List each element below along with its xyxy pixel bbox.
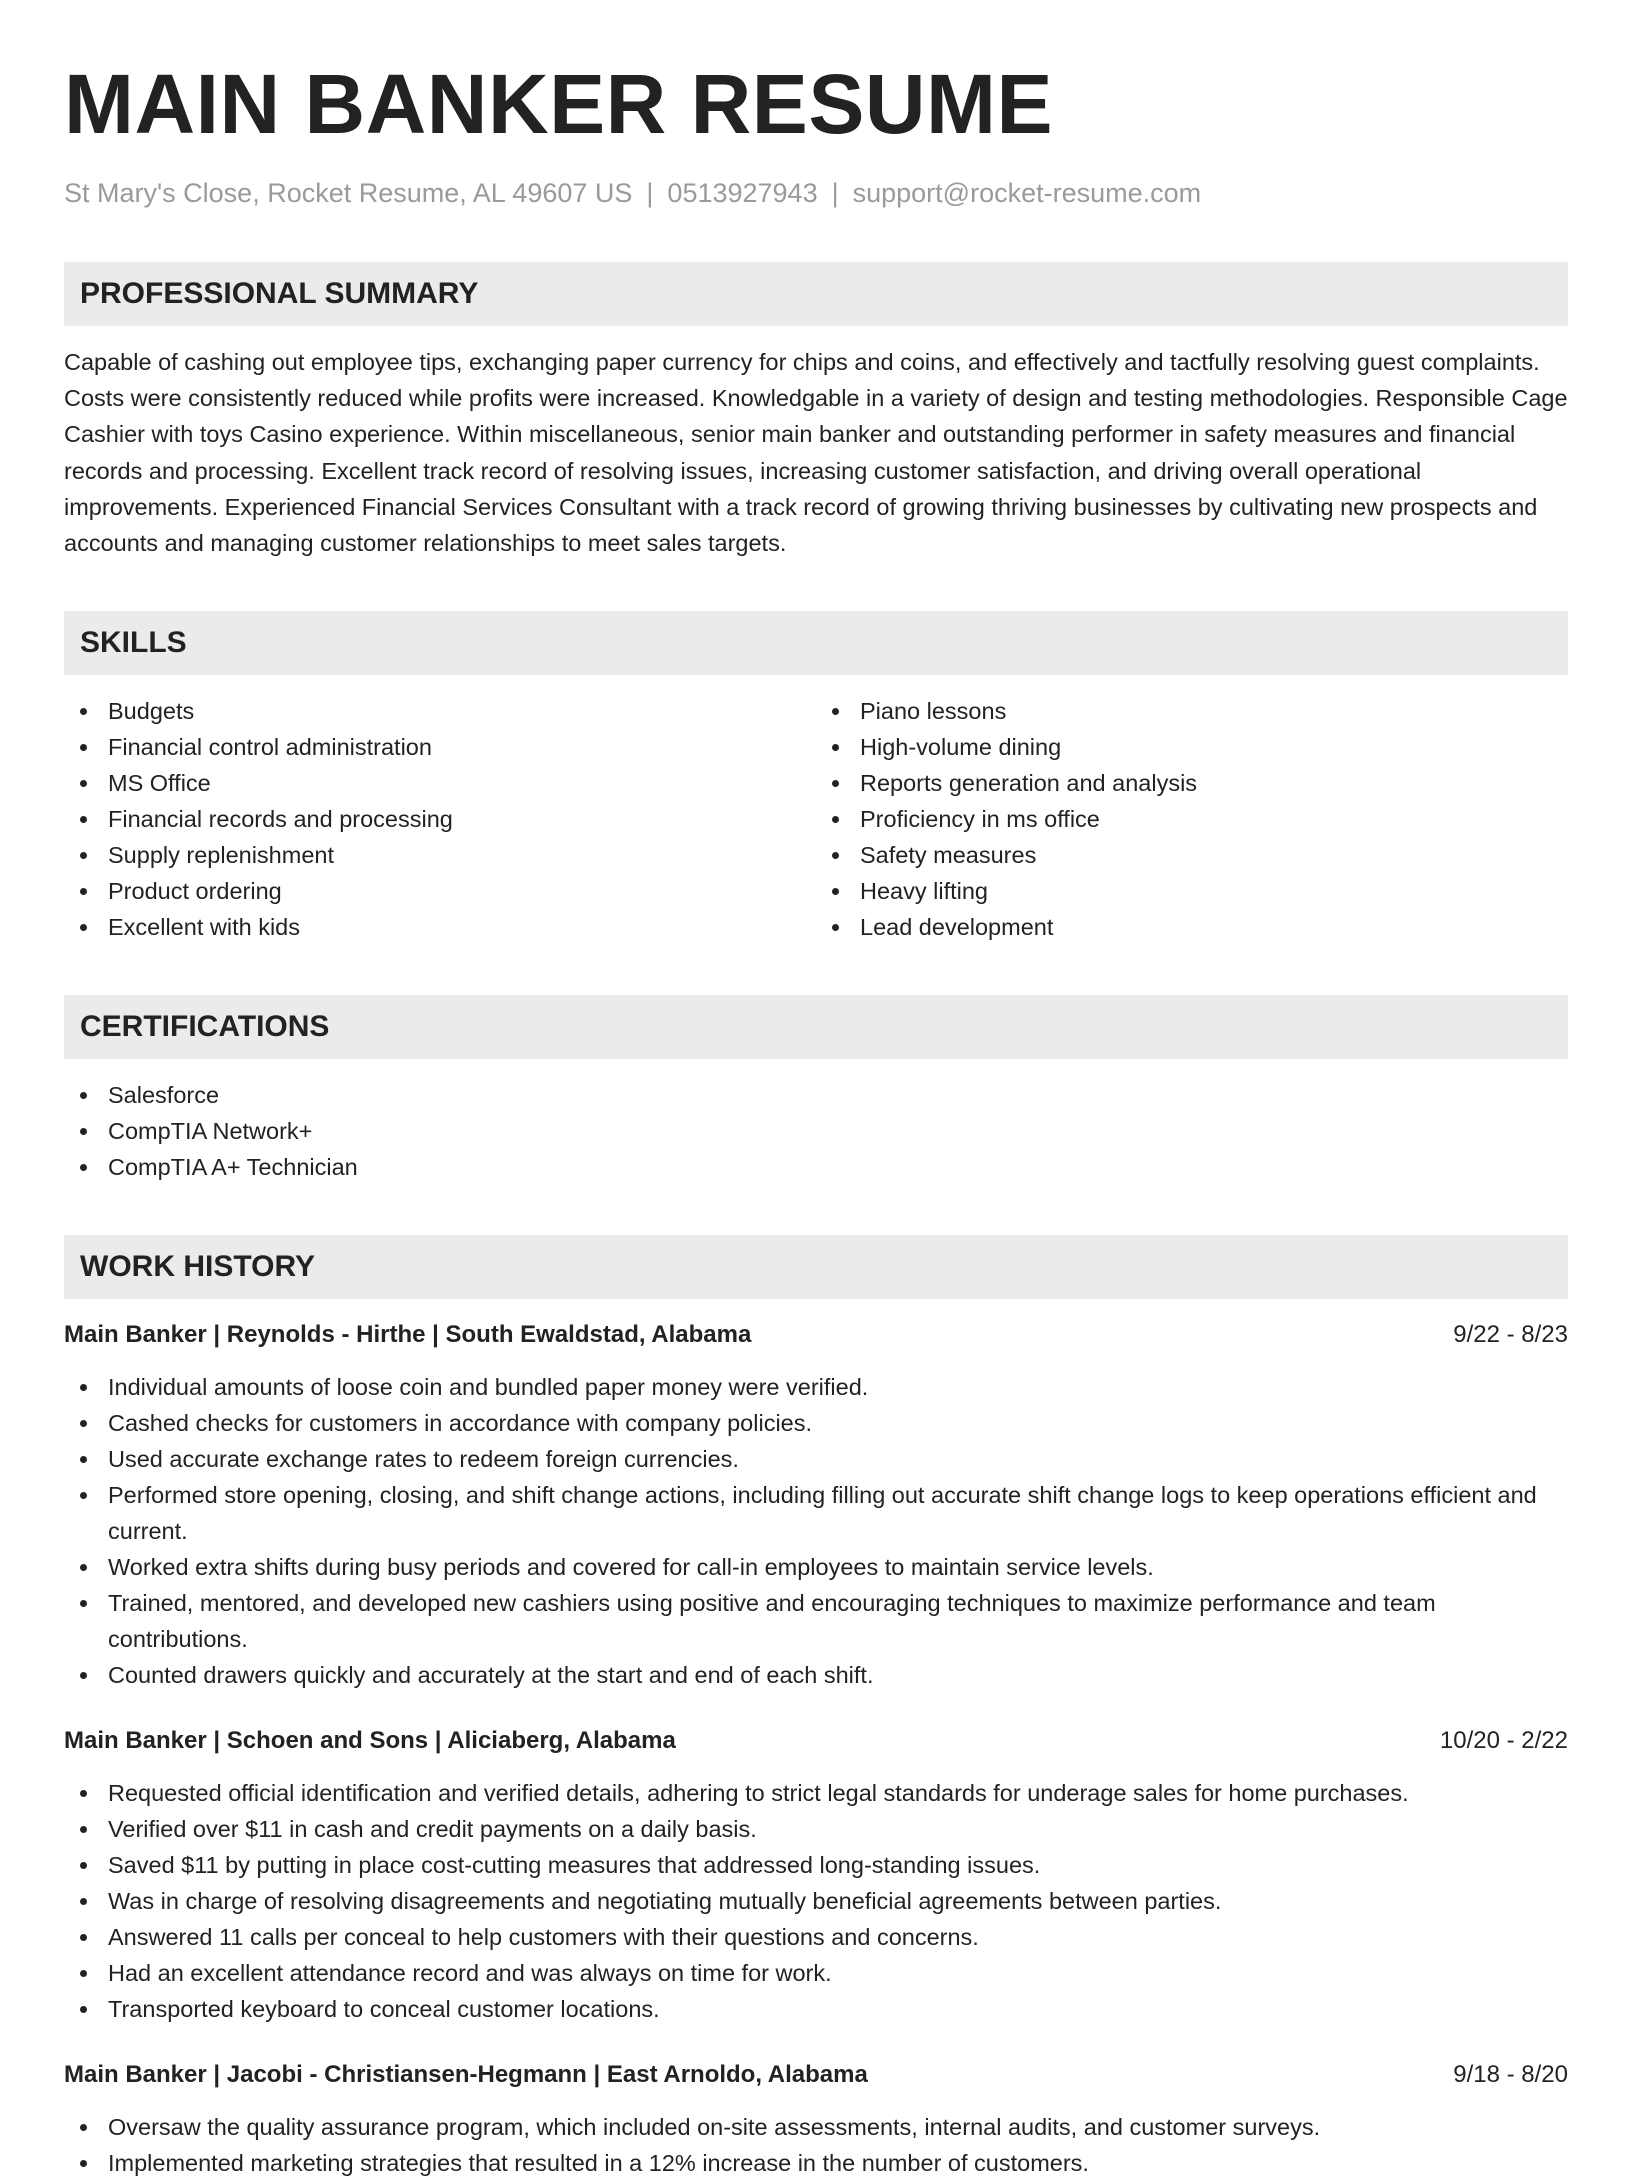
skill-item: Proficiency in ms office bbox=[860, 801, 1568, 837]
job-bullet: Counted drawers quickly and accurately at the start and end of each shift. bbox=[108, 1657, 1568, 1693]
job-bullet: Was in charge of resolving disagreements and negotiating mutually beneficial agreements between parties. bbox=[108, 1883, 1568, 1919]
skill-item: Lead development bbox=[860, 909, 1568, 945]
job-bullet: Cashed checks for customers in accordance with company policies. bbox=[108, 1405, 1568, 1441]
job-entry bbox=[64, 1317, 1568, 1693]
job-bullet: Had an excellent attendance record and was always on time for work. bbox=[108, 1955, 1568, 1991]
job-bullet: Trained, mentored, and developed new cashiers using positive and encouraging techniques to maximize performance and team contributions. bbox=[108, 1585, 1568, 1657]
job-title: Main Banker | Jacobi - Christiansen-Hegmann | East Arnoldo, Alabama bbox=[64, 2061, 868, 2089]
skill-item: Reports generation and analysis bbox=[860, 765, 1568, 801]
skill-item: Safety measures bbox=[860, 837, 1568, 873]
certifications-list bbox=[64, 1077, 1568, 1185]
section-header-work-history: WORK HISTORY bbox=[64, 1235, 1568, 1299]
job-bullets bbox=[64, 1775, 1568, 2027]
contact-phone: 0513927943 bbox=[667, 178, 818, 208]
job-dates: 9/22 - 8/23 bbox=[1453, 1321, 1568, 1349]
certification-item: CompTIA Network+ bbox=[108, 1113, 1568, 1149]
job-header bbox=[64, 1723, 1568, 1759]
job-bullet: Worked extra shifts during busy periods and covered for call-in employees to maintain service levels. bbox=[108, 1549, 1568, 1585]
contact-separator: | bbox=[831, 178, 839, 208]
job-bullets bbox=[64, 2109, 1568, 2181]
contact-email[interactable]: support@rocket-resume.com bbox=[852, 178, 1202, 208]
section-header-certifications: CERTIFICATIONS bbox=[64, 995, 1568, 1059]
skill-item: Piano lessons bbox=[860, 693, 1568, 729]
job-bullet: Oversaw the quality assurance program, which included on-site assessments, internal audits, and customer surveys. bbox=[108, 2109, 1568, 2145]
job-bullet: Verified over $11 in cash and credit payments on a daily basis. bbox=[108, 1811, 1568, 1847]
skill-item: Budgets bbox=[108, 693, 816, 729]
job-title: Main Banker | Schoen and Sons | Aliciaberg, Alabama bbox=[64, 1727, 676, 1755]
skills-list-right bbox=[816, 693, 1568, 945]
skill-item: Product ordering bbox=[108, 873, 816, 909]
certification-item: CompTIA A+ Technician bbox=[108, 1149, 1568, 1185]
skill-item: Excellent with kids bbox=[108, 909, 816, 945]
job-dates: 10/20 - 2/22 bbox=[1439, 1727, 1568, 1755]
page-title: MAIN BANKER RESUME bbox=[64, 57, 1054, 151]
job-title: Main Banker | Reynolds - Hirthe | South Ewaldstad, Alabama bbox=[64, 1321, 752, 1349]
skill-item: Heavy lifting bbox=[860, 873, 1568, 909]
job-bullet: Individual amounts of loose coin and bundled paper money were verified. bbox=[108, 1369, 1568, 1405]
job-header bbox=[64, 1317, 1568, 1353]
job-bullet: Performed store opening, closing, and shift change actions, including filling out accurate shift change logs to keep operations efficient and current. bbox=[108, 1477, 1568, 1549]
job-dates: 9/18 - 8/20 bbox=[1453, 2061, 1568, 2089]
contact-address: St Mary's Close, Rocket Resume, AL 49607 US bbox=[64, 178, 633, 208]
contact-separator: | bbox=[646, 178, 654, 208]
skill-item: Financial records and processing bbox=[108, 801, 816, 837]
skill-item: MS Office bbox=[108, 765, 816, 801]
job-bullet: Used accurate exchange rates to redeem foreign currencies. bbox=[108, 1441, 1568, 1477]
skills-grid bbox=[64, 693, 1568, 945]
skill-item: Supply replenishment bbox=[108, 837, 816, 873]
skills-list-left bbox=[64, 693, 816, 945]
job-bullet: Transported keyboard to conceal customer locations. bbox=[108, 1991, 1568, 2027]
job-entry bbox=[64, 2057, 1568, 2181]
job-bullet: Implemented marketing strategies that resulted in a 12% increase in the number of customers. bbox=[108, 2145, 1568, 2181]
section-header-summary: PROFESSIONAL SUMMARY bbox=[64, 262, 1568, 326]
job-bullet: Saved $11 by putting in place cost-cutting measures that addressed long-standing issues. bbox=[108, 1847, 1568, 1883]
job-entry bbox=[64, 1723, 1568, 2027]
job-bullets bbox=[64, 1369, 1568, 1693]
job-header bbox=[64, 2057, 1568, 2093]
skill-item: Financial control administration bbox=[108, 729, 816, 765]
summary-text: Capable of cashing out employee tips, exchanging paper currency for chips and coins, and effectively and tactfully resolving guest complaints. Costs were consistently reduced while profits were increased. Knowledgable in a variety of design and testing methodologies. Responsible Cage Cashier with toys Casino experience. Within miscellaneous, senior main banker and outstanding performer in safety measures and financial records and processing. Excellent track record of resolving issues, increasing customer satisfaction, and driving overall operational improvements. Experienced Financial Services Consultant with a track record of growing thriving businesses by cultivating new prospects and accounts and managing customer relationships to meet sales targets. bbox=[64, 349, 1568, 557]
job-bullet: Requested official identification and verified details, adhering to strict legal standards for underage sales for home purchases. bbox=[108, 1775, 1568, 1811]
job-bullet: Answered 11 calls per conceal to help customers with their questions and concerns. bbox=[108, 1919, 1568, 1955]
section-header-skills: SKILLS bbox=[64, 611, 1568, 675]
skill-item: High-volume dining bbox=[860, 729, 1568, 765]
contact-line bbox=[64, 176, 1568, 210]
certification-item: Salesforce bbox=[108, 1077, 1568, 1113]
